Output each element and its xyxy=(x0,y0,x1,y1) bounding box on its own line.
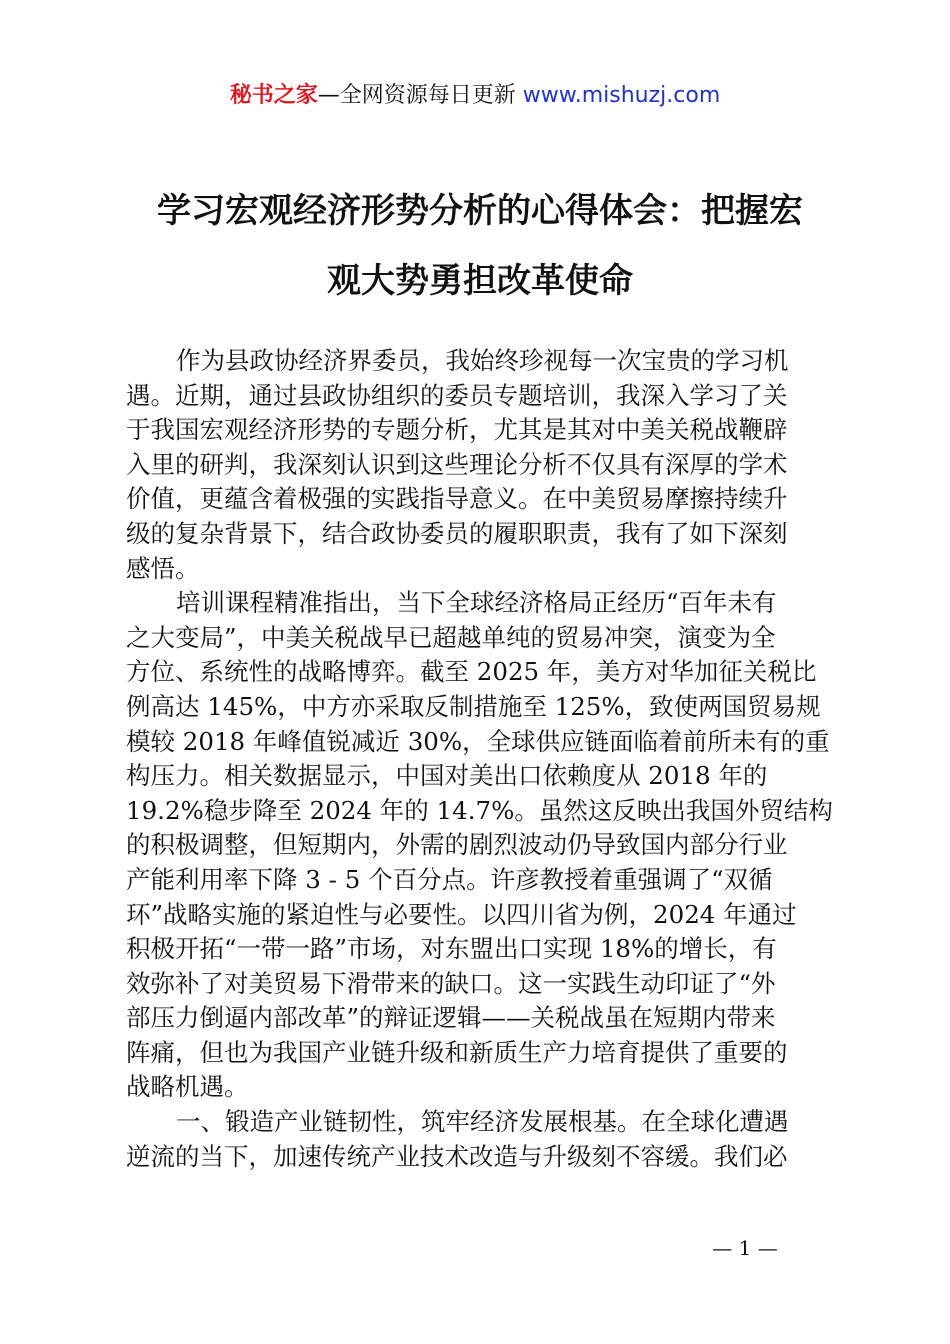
document-title xyxy=(130,176,830,316)
text-line: 部压力倒逼内部改革”的辩证逻辑——关税战虽在短期内带来 xyxy=(126,1003,776,1033)
text-line: 于我国宏观经济形势的专题分析，尤其是其对中美关税战鞭辟 xyxy=(126,415,788,445)
site-banner xyxy=(0,78,950,114)
text-line: 作为县政协经济界委员，我始终珍视每一次宝贵的学习机 xyxy=(176,346,789,375)
text-line: 培训课程精准指出，当下全球经济格局正经历“百年未有 xyxy=(176,588,777,618)
text-line: 入里的研判，我深刻认识到这些理论分析不仅具有深厚的学术 xyxy=(126,449,788,479)
text-line: 的积极调整，但短期内，外需的剧烈波动仍导致国内部分行业 xyxy=(126,830,788,860)
page-number: — 1 — xyxy=(712,1236,778,1260)
text-line: 效弥补了对美贸易下滑带来的缺口。这一实践生动印证了“外 xyxy=(126,968,776,998)
title-line-2: 观大势勇担改革使命 xyxy=(327,261,633,301)
brand-name: 秘书之家 xyxy=(229,83,318,108)
text-line: 一、锻造产业链韧性，筑牢经济发展根基。在全球化遭遇 xyxy=(176,1107,789,1137)
text-line: 19.2%稳步降至 2024 年的 14.7%。虽然这反映出我国外贸结构 xyxy=(126,795,833,825)
text-line: 阵痛，但也为我国产业链升级和新质生产力培育提供了重要的 xyxy=(126,1037,788,1067)
text-line: 价值，更蕴含着极强的实践指导意义。在中美贸易摩擦持续升 xyxy=(126,484,788,514)
paragraph-intro xyxy=(126,344,834,586)
text-line: 感悟。 xyxy=(126,553,200,583)
banner-tagline: —全网资源每日更新 xyxy=(317,83,523,108)
paragraph-analysis xyxy=(126,586,834,1105)
text-line: 构压力。相关数据显示，中国对美出口依赖度从 2018 年的 xyxy=(126,761,768,791)
text-line: 级的复杂背景下，结合政协委员的履职职责，我有了如下深刻 xyxy=(126,518,788,548)
text-line: 方位、系统性的战略博弈。截至 2025 年，美方对华加征关税比 xyxy=(126,657,817,687)
title-line-1: 学习宏观经济形势分析的心得体会：把握宏 xyxy=(157,191,803,231)
paragraph-section-one xyxy=(126,1105,834,1174)
site-url-link[interactable]: www.mishuzj.com xyxy=(522,83,721,108)
text-line: 战略机遇。 xyxy=(126,1072,249,1102)
text-line: 产能利用率下降 3 - 5 个百分点。许彦教授着重强调了“双循 xyxy=(126,864,773,894)
text-line: 积极开拓“一带一路”市场，对东盟出口实现 18%的增长，有 xyxy=(126,934,777,964)
text-line: 之大变局”，中美关税战早已超越单纯的贸易冲突，演变为全 xyxy=(126,622,776,652)
text-line: 例高达 145%，中方亦采取反制措施至 125%，致使两国贸易规 xyxy=(126,691,821,721)
text-line: 遇。近期，通过县政协组织的委员专题培训，我深入学习了关 xyxy=(126,380,788,410)
text-line: 逆流的当下，加速传统产业技术改造与升级刻不容缓。我们必 xyxy=(126,1141,788,1171)
document-body xyxy=(126,344,834,1174)
text-line: 环”战略实施的紧迫性与必要性。以四川省为例，2024 年通过 xyxy=(126,899,797,929)
text-line: 模较 2018 年峰值锐减近 30%，全球供应链面临着前所未有的重 xyxy=(126,726,830,756)
